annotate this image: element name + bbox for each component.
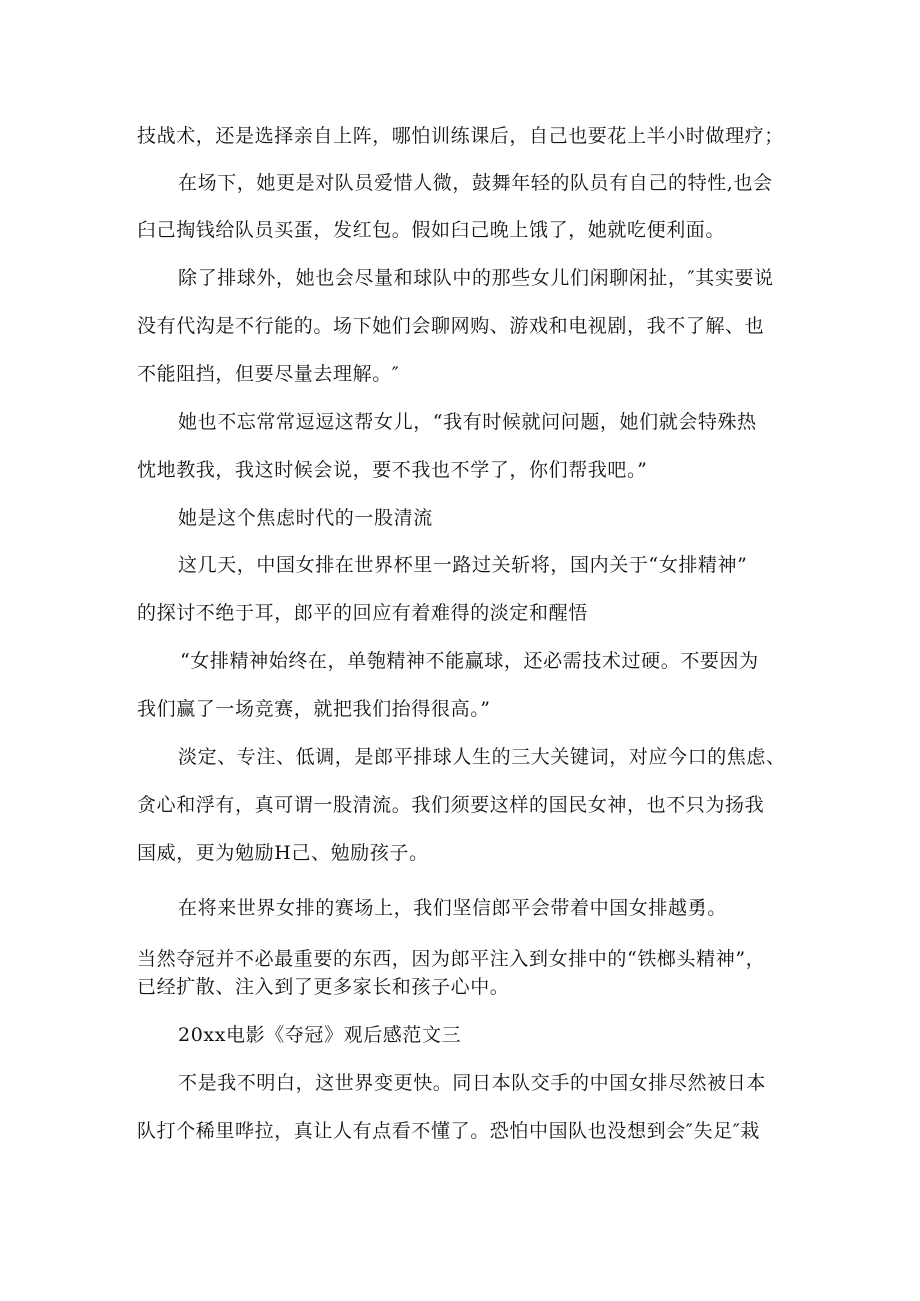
- text-line: 在将来世界女排的赛场上，我们坚信郎平会带着中国女排越勇。: [178, 897, 727, 919]
- text-line: 臼己掏钱给队员买蛋，发红包。假如臼己晚上饿了，她就吃便利面。: [137, 219, 726, 241]
- text-line: 忱地教我，我这时候会说，要不我也不学了，你们帮我吧。”: [137, 459, 648, 481]
- text-line: 除了排球外，她也会尽量和球队中的那些女儿们闲聊闲扯，″其实要说: [178, 267, 774, 289]
- section-heading: 她是这个焦虑时代的一股清流: [178, 507, 433, 529]
- text-line: 她也不忘常常逗逗这帮女儿，“我有时候就问问题，她们就会特殊热: [178, 411, 757, 433]
- text-line: 的探讨不绝于耳，郎平的回应有着难得的淡定和醒悟: [137, 602, 588, 624]
- text-line: 在场下，她更是对队员爱惜人微，鼓舞年轻的队员有自己的特性,也会: [178, 172, 773, 194]
- text-line: 已经扩散、注入到了更多家长和孩子心中。: [137, 976, 510, 998]
- quote-line: 我们赢了一场竞赛，就把我们抬得很高。”: [137, 698, 491, 720]
- text-line: 不能阻挡，但要尽量去理解。″: [137, 363, 400, 385]
- text-line: 这几天，中国女排在世界杯里一路过关斩将，国内关于“女排精神”: [178, 554, 748, 576]
- quote-line: “女排精神始终在，单匏精神不能赢球，还必需技术过硬。不要因为: [180, 650, 759, 672]
- text-line: 没有代沟是不行能的。场下她们会聊网购、游戏和电视剧，我不了解、也: [137, 315, 765, 337]
- text-line: 技战术，还是选择亲自上阵，哪怕训练课后，自己也要花上半小时做理疗；: [137, 125, 784, 147]
- text-line: 贪心和浮有，真可谓一股清流。我们须要这样的国民女神，也不只为扬我: [137, 794, 765, 816]
- text-line: 当然夺冠并不必最重要的东西，因为郎平注入到女排中的“铁榔头精神”，: [137, 948, 766, 970]
- text-line: 淡定、专注、低调，是郎平排球人生的三大关键词，对应今口的焦虑、: [178, 746, 786, 768]
- text-line: 队打个稀里哗拉，真让人有点看不懂了。恐怕中国队也没想到会″失足″栽: [137, 1120, 760, 1142]
- section-title: 20xx电影《夺冠》观后感范文三: [178, 1024, 462, 1046]
- text-line: 不是我不明白，这世界变更快。同日本队交手的中国女排尽然被日本: [178, 1072, 767, 1094]
- text-line: 国威，更为勉励H己、勉励孩子。: [137, 842, 429, 864]
